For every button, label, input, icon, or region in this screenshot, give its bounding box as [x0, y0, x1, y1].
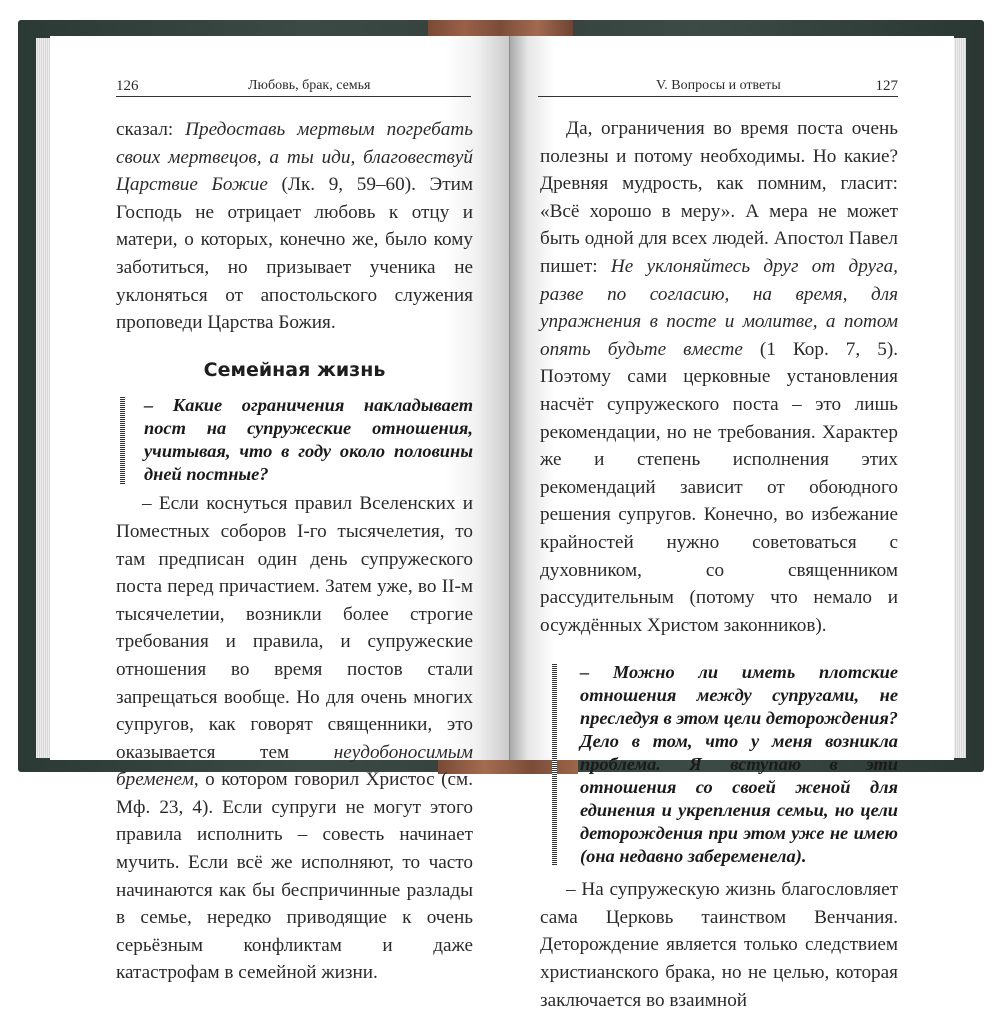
- left-running-header: [116, 76, 471, 97]
- question-marker-bar: [552, 664, 557, 866]
- left-paragraph-continuation: [116, 116, 473, 337]
- answer-paragraph: [116, 490, 473, 987]
- question-text: – Можно ли иметь плотские отношения между супругами, не преследуя в этом цели деторождения? Дело в том, что у меня возникла проблема. Я вступаю в эти отношения со своей женой для единения и укрепления семьи, но цели деторождения при этом уже не имею (она недавно забеременела).: [580, 662, 898, 867]
- text-span: (1 Кор. 7, 5). Поэтому сами церковные установления насчёт супружеского поста – это лишь рекомендации, но не требования. Характер же и степень исполнения этих рекомендаций зависит от обоюдного решения супругов. Конечно, во избежание крайностей нужно советоваться с духовником, со священником рассудительным (потому что немало и осуждённых Христом законников).: [540, 338, 899, 636]
- answer-paragraph-continuation: [540, 115, 898, 639]
- left-page-number: 126: [116, 78, 139, 94]
- question-text: – Какие ограничения накладывает пост на супружеские отношения, учитывая, что в году около половины дней постные?: [144, 395, 473, 485]
- right-page-body: [540, 115, 898, 1014]
- section-heading: Семейная жизнь: [203, 358, 386, 381]
- text-span: сказал:: [116, 119, 186, 140]
- left-page-body: [116, 116, 473, 987]
- question-block: [116, 394, 473, 486]
- emphasis-phrase: неудобоносимым бременем: [116, 741, 473, 791]
- text-span: – Если коснуться правил Вселенских и Поместных соборов I-го тысячелетия, то там предписан один день супружеского поста перед причастием. Затем уже, во II-м тысячелетии, возникли более строгие требования и правила, и супружеские отношения во время постов стали запрещаться вообще. Но для очень многих супругов, как говорят священники, это оказывается тем: [116, 493, 473, 763]
- book-gutter: [509, 36, 510, 760]
- page-edges-right: [952, 38, 966, 758]
- scripture-quote: Предоставь мертвым погребать своих мертвецов, а ты иди, благовествуй Царствие Божие: [116, 119, 473, 196]
- right-header-title: V. Вопросы и ответы: [656, 78, 781, 93]
- question-marker-bar: [120, 397, 125, 484]
- text-span: (Лк. 9, 59–60). Этим Господь не отрицает любовь к отцу и матери, о которых, конечно же, было кому заботиться, но призывает ученика не уклоняться от апостольского служения проповеди Царства Божия.: [116, 174, 474, 334]
- text-span: , о котором говорил Христос (см. Мф. 23, 4). Если супруги не могут этого правила исполнить – совесть начинает мучить. Если всё же исполняют, то часто начинаются как бы беспричинные разлады в семье, нередко приводящие к очень серьёзным конфликтам и даже катастрофам в семейной жизни.: [116, 769, 473, 984]
- right-page-number: 127: [875, 78, 898, 94]
- left-header-title: Любовь, брак, семья: [248, 78, 371, 93]
- right-running-header: [538, 76, 898, 97]
- question-block: [540, 661, 898, 868]
- scripture-quote: Не уклоняйтесь друг от друга, разве по согласию, на время, для упражнения в посте и молитве, а потом опять будьте вместе: [540, 255, 898, 360]
- answer-paragraph: – На супружескую жизнь благословляет сама Церковь таинством Венчания. Деторождение является только следствием христианского брака, но не целью, которая заключается во взаимной: [540, 879, 898, 1011]
- text-span: Да, ограничения во время поста очень полезны и потому необходимы. Но какие? Древняя мудрость, как помним, гласит: «Всё хорошо в меру». А мера не может быть одной для всех людей. Апостол Павел пишет:: [540, 118, 898, 277]
